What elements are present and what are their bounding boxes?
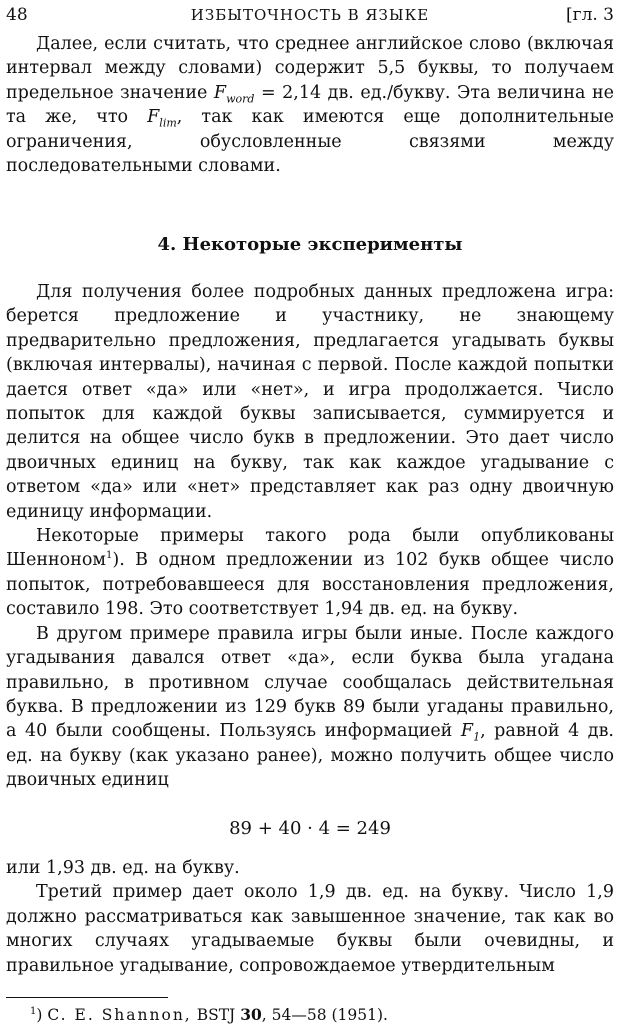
footnote [30,1004,388,1026]
body-text [6,280,614,793]
footnote-author: C. E. Shannon, [47,1006,192,1024]
chapter-label: [гл. 3 [566,5,614,25]
equation: 89 + 40 · 4 = 249 [229,818,391,839]
symbol-sub-lim: lim [159,116,177,130]
paragraph-1 [6,32,614,178]
symbol-f: F [147,107,160,128]
symbol-sub-1: 1 [473,730,481,744]
paragraph-4 [6,622,614,793]
symbol-sub-word: word [226,92,255,106]
footnote-pages: , 54—58 (1951). [261,1006,388,1024]
symbol-f1 [460,721,481,744]
paragraph-4-text-b: , равной 4 дв. ед. на букву (как указано ранее), можно получить общее число двоичных единиц [6,721,614,791]
footnote-volume: 30 [240,1005,262,1024]
page-header [6,2,614,28]
paragraph-1-text-a: Далее, если считать, что среднее английское слово (включая интервал между словами) содержит 5,5 буквы, то получаем предельное значение [6,34,614,103]
paragraph-1-text-c: , так как имеются еще дополнительные ограничения, обусловленные связями между последовательными словами. [6,107,615,177]
paragraph-3-text-a: Некоторые примеры такого рода были опубликованы Шенноном [6,526,614,571]
symbol-f-word [213,82,255,106]
paragraph-3 [6,524,614,622]
symbol-f: F [460,721,474,742]
body-text-continued [6,856,614,978]
footnote-journal: BSTJ [196,1006,241,1024]
footnote-paren: ) [36,1006,48,1024]
page-number: 48 [6,5,28,25]
symbol-f-lim [147,107,177,130]
footnote-ref: 1 [106,550,113,562]
paragraph-6: Третий пример дает около 1,9 дв. ед. на букву. Число 1,9 должно рассматриваться как завышенное значение, так как во многих случаях угадываемые буквы были очевидны, и правильное угадывание, сопровождаемое утвердительным [6,882,614,976]
paragraph-2: Для получения более подробных данных предложена игра: берется предложение и участнику, не знающему предварительно предложения, предлагается угадывать буквы (включая интервалы), начиная с первой. После каждой попытки дается ответ «да» или «нет», и игра продолжается. Число попыток для каждой буквы записывается, суммируется и делится на общее число букв в предложении. Это дает число двоичных единиц на букву, так как каждое угадывание с ответом «да» или «нет» представляет как раз одну двоичную единицу информации. [6,282,614,522]
paragraph-4-text-a: В другом примере правила игры были иные. После каждого угадывания давался ответ «да», если буква была угадана правильно, в противном случае сообщалась действительная буква. В предложении из 129 букв 89 были угаданы правильно, а 40 были сообщены. Пользуясь информацией [6,623,614,742]
footnote-mark: 1 [30,1005,37,1017]
paragraph-1-text-b: = 2,14 дв. ед./букву. Эта величина не та же, что [6,82,614,128]
running-title: ИЗБЫТОЧНОСТЬ В ЯЗЫКЕ [190,6,430,24]
symbol-f: F [213,82,227,103]
paragraph-5: или 1,93 дв. ед. на букву. [6,858,240,878]
section-heading: 4. Некоторые эксперименты [157,234,463,255]
footnote-divider [6,997,168,998]
paragraph-3-text-b: ). В одном предложении из 102 букв общее число попыток, потребовавшееся для восстановления предложения, составило 198. Это соответствует 1,94 дв. ед. на букву. [6,550,614,620]
